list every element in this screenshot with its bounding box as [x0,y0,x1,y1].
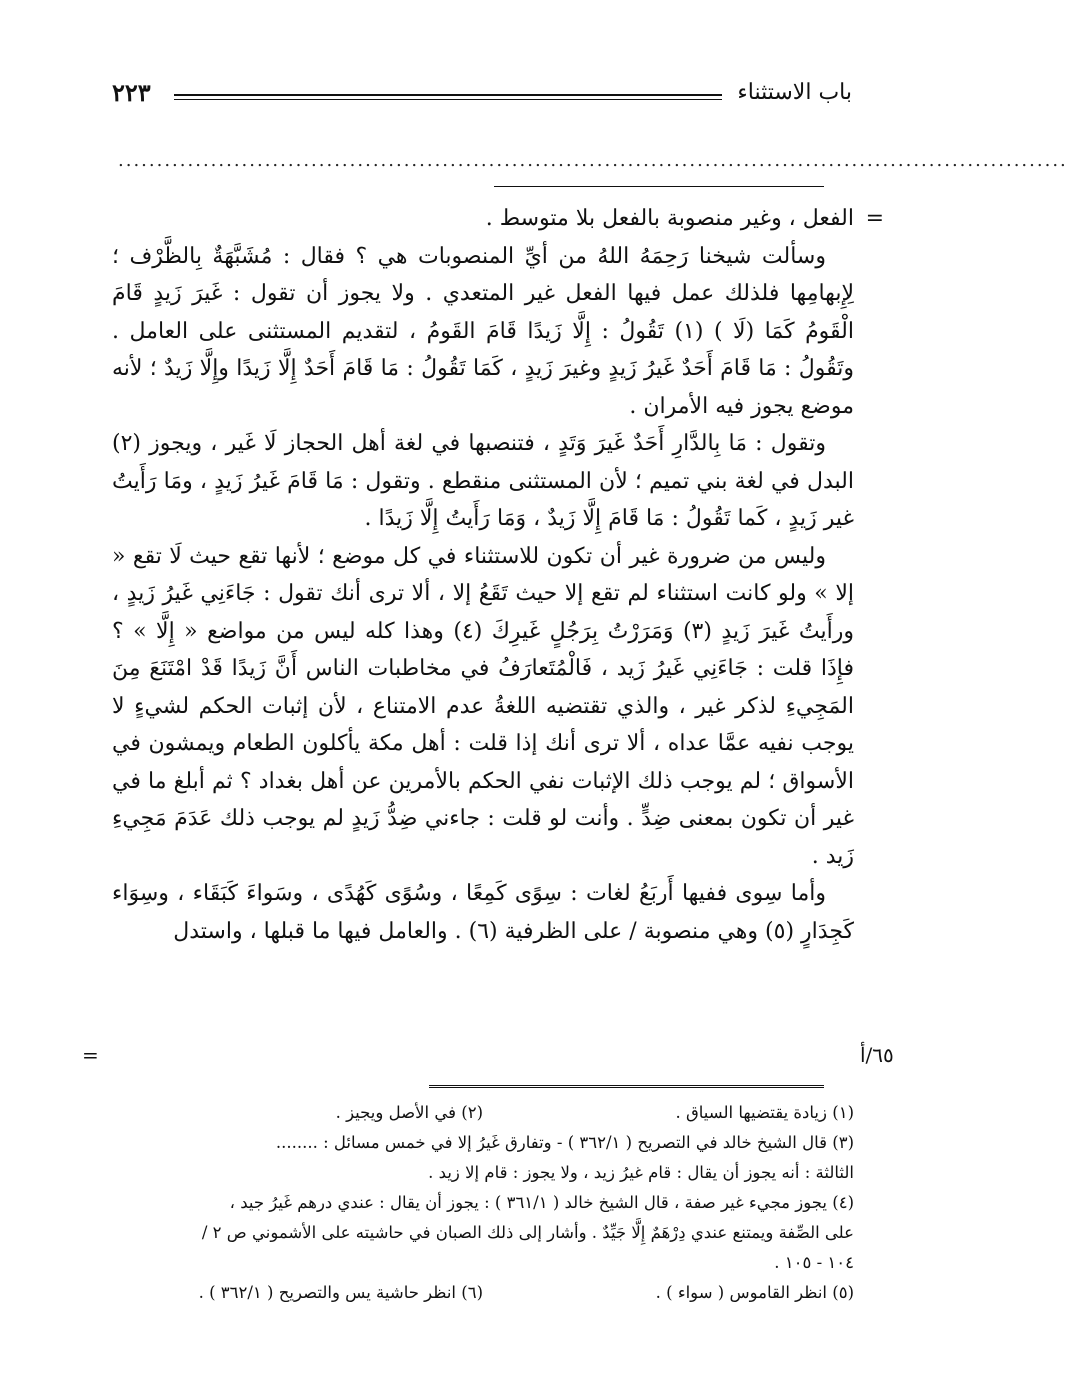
header-rule [174,94,722,100]
page-header [112,78,852,118]
continuation-marker: = [865,206,884,231]
footnote-4: (٤) يجوز مجيء غير صفة ، قال الشيخ خالد ( ٣٦١/١ ) : يجوز أن يقال : عندي درهم غَيرُ جيد ، [229,1193,854,1212]
footnote-6: (٦) انظر حاشية يس والتصريح ( ٣٦٢/١ ) . [198,1283,483,1302]
paragraph-3: وتقول : مَا بِالدَّارِ أَحَدٌ غَيرَ وَتَدٍ ، فتنصبها في لغة أهل الحجاز لَا غَير ، ويجوز (٢) البدل في لغة بني تميم ؛ لأن المستثنى منقطع . وتقول : مَا قَامَ غَيرُ زَيدٍ ، ومَا رَأَيتُ غير زَيدٍ ، كَما تَقُولُ : مَا قَامَ إِلَّا زَيدٌ ، وَمَا رَأَيتُ إِلَّا زَيدًا . [112,431,854,531]
footnote-2: (٢) في الأصل ويجيز . [335,1103,483,1122]
page-number: ٢٢٣ [112,78,151,107]
paragraph-2: وسألت شيخنا رَحِمَهُ اللهُ من أيِّ المنصوبات هي ؟ فقال : مُشَبَّهَةٌ بِالظَّرْف ؛ لِإِبهامِها فلذلك عمل فيها الفعل غير المتعدي . ولا يجوز أن تقول : غَيرَ زَيدٍ قَامَ الْقَومُ كَمَا (لَا ) (١) تَقُولُ : إِلَّا زَيدًا قَامَ القَومُ ، لتقديم المستثنى على العامل . وتَقُولُ : مَا قَامَ أَحَدٌ غَيرُ زَيدٍ وغيرَ زَيدٍ ، كَمَا تَقُولُ : مَا قَامَ أَحَدٌ إِلَّا زَيدًا وإِلَّا زَيدٌ ؛ لأنه موضع يجوز فيه الأمران . [112,243,854,419]
dotted-separator: ........................................................................................................................... [118,150,1068,171]
paragraph-4: وليس من ضرورة غير أن تكون للاستثناء في كل موضع ؛ لأنها تقع حيث لَا تقع « إلا » ولو كانت استثناء لم تقع إلا حيث تَقَعُ إلا ، ألا ترى أنك تقول : جَاءَنِي غَيرُ زَيدٍ ، ورأَيتُ غَيرَ زَيدٍ (٣) وَمَرَرْتُ بِرَجُلٍ غَيرِكَ (٤) وهذا كله ليس من مواضع « إِلَّا » ؟ فإِذَا قلت : جَاءَنِي غَيرُ زَيد ، فَالْمُتَعارَفُ في مخاطبات الناس أَنَّ زَيدًا قَدْ امْتَنَعَ مِنَ المَجِيءِ لذكر غير ، والذي تقتضيه اللغةُ عدم الامتناع ، لأن إثبات الحكم لشيءٍ لا يوجب نفيه عمَّا عداه ، ألا ترى أنك إذا قلت : أهل مكة يأكلون الطعام ويمشون في الأسواق ؛ لم يوجب ذلك الإثبات نفي الحكم بالأمرين عن أهل بغداد ؟ ثم أبلغ ما في غير أن تكون بمعنى ضِدٍّ . وأنت لو قلت : جاءني ضِدُّ زَيدٍ لم يوجب ذلك عَدَمَ مَجِيءِ زَيد . [112,543,854,869]
footnote-1: (١) زيادة يقتضيها السياق . [675,1103,854,1122]
manuscript-folio-ref: ٦٥/أ [860,1043,894,1067]
paragraph-1: الفعل ، وغير منصوبة بالفعل بلا متوسط . [485,206,854,231]
footnote-4-pages: ١٠٤ - ١٠٥ . [774,1253,854,1272]
footnote-3-continued: الثالثة : أنه يجوز أن يقال : قام غيرُ زيد ، ولا يجوز : قام إلا زيد . [428,1163,854,1182]
footnotes [112,1098,854,1308]
continuation-rule [494,186,824,187]
end-continuation-marker: = [82,1043,99,1067]
footnote-5: (٥) انظر القاموس ( سواء ) . [655,1283,854,1302]
footnote-4-continued: على الصِّفة ويمتنع عندي دِرْهَمٌ إِلَّا جَيِّدٌ . وأشار إلى ذلك الصبان في حاشيته على الأشموني ص ٢ / [201,1223,854,1242]
footnote-row-1 [112,1098,854,1128]
paragraph-5: وأما سِوى ففيها أَربَعُ لغات : سِوًى كَمِعًا ، وسُوًى كَهُدًى ، وسَواءَ كَبَقَاء ، وسِوَاء كَجِدَارٍ (٥) وهي منصوبة / على الظرفية (٦) . والعامل فيها ما قبلها ، واستدل [112,881,854,944]
footnote-3: (٣) قال الشيخ خالد في التصريح ( ٣٦٢/١ ) - وتفارق غَيرُ إلا في خمس مسائل : ........ [275,1133,854,1152]
footnote-row-last [112,1278,854,1308]
footnote-rule [429,1085,824,1090]
chapter-title: باب الاستثناء [737,80,852,105]
main-text [112,200,884,950]
